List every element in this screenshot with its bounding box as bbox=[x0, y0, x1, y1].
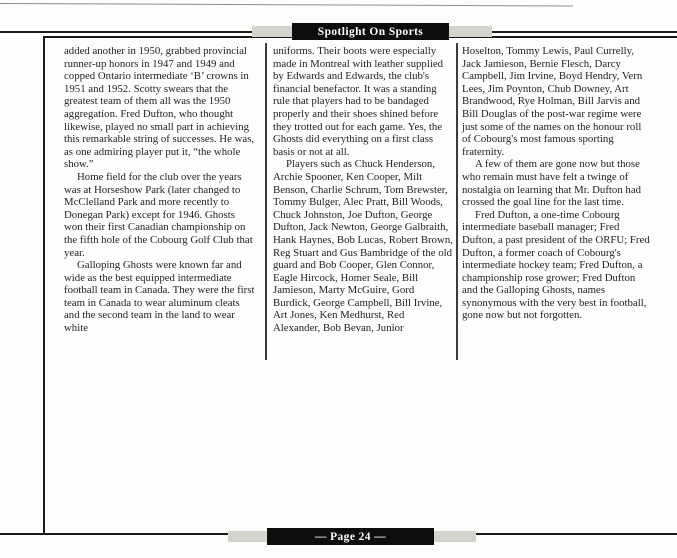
article-column-1 bbox=[64, 45, 255, 335]
footer-banner-text: — Page 24 — bbox=[314, 530, 387, 543]
paragraph: Home field for the club over the years was at Horseshow Park (later changed to McClelland Park and more recently to Donegan Park) except for 1946. Ghosts won their first Canadian championship on the fifth hole of the Cobourg Golf Club that year. bbox=[64, 170, 253, 259]
paragraph: A few of them are gone now but those who remain must have felt a twinge of nostalgia on learning that Mr. Dufton had crossed the goal line for the last time. bbox=[462, 158, 642, 209]
paragraph: uniforms. Their boots were especially made in Montreal with leather supplied by Edwards and Edwards, the club's financial benefactor. It was a standing rule that players had to be bandaged properly and their shoes shined before they trotted out for each game. Yes, the Ghosts did everything on a first class basis or not at all. bbox=[273, 45, 444, 158]
paragraph: Fred Dufton, a one-time Cobourg intermediate baseball manager; Fred Dufton, a past president of the ORFU; Fred Dufton, a former coach of Cobourg's intermediate hockey team; Fred Dufton, a championship rose grower; Fred Dufton and the Galloping Ghosts, names synonymous with the very best in football, gone now but not forgotten. bbox=[462, 208, 650, 322]
page-edge-line bbox=[0, 3, 573, 7]
paragraph: Galloping Ghosts were known far and wide as the best equipped intermediate football team in Canada. They were the first team in Canada to wear aluminum cleats and the second team in the land to wear white bbox=[64, 259, 255, 335]
paragraph: added another in 1950, grabbed provincial runner-up honors in 1947 and 1949 and copped Ontario intermediate ‘B’ crowns in 1951 and 1952. Scotty swears that the greatest team of them all was the 1950 aggregation. Fred Dufton, who thought likewise, played no small part in achieving this remarkable string of successes. He was, as one admiring player put it, “the whole show.” bbox=[64, 45, 255, 171]
footer-banner bbox=[267, 528, 434, 545]
header-banner bbox=[292, 23, 449, 40]
column-divider bbox=[265, 43, 267, 360]
column-divider bbox=[456, 43, 458, 360]
header-banner-text: Spotlight On Sports bbox=[317, 25, 424, 38]
paragraph: Players such as Chuck Henderson, Archie Spooner, Ken Cooper, Milt Benson, Charlie Schrum, Tom Brewster, Tommy Bulger, Alec Pratt, Bill Woods, Chuck Johnston, Joe Dufton, George Dufton, Jack Newton, George Galbraith, Hank Haynes, Bob Lucas, Robert Brown, Reg Stuart and Gus Bambridge of the old guard and Bob Cooper, Glen Connor, Eagle Hircock, Homer Seale, Bill Jamieson, Marty McGuire, Gord Burdick, George Campbell, Bill Irvine, Art Jones, Ken Medhurst, Red Alexander, Bob Bevan, Junior bbox=[273, 158, 453, 335]
article-column-3 bbox=[462, 45, 652, 322]
article-column-2 bbox=[273, 45, 453, 335]
paragraph: Hoselton, Tommy Lewis, Paul Currelly, Jack Jamieson, Bernie Flesch, Darcy Campbell, Jim Irvine, Boyd Hendry, Vern Lees, Jim Poynton, Chub Downey, Art Brandwood, Rye Holman, Bill Jarvis and Bill Douglas of the post-war regime were just some of the names on the honour roll of Cobourg's most famous sporting fraternity. bbox=[462, 45, 643, 158]
